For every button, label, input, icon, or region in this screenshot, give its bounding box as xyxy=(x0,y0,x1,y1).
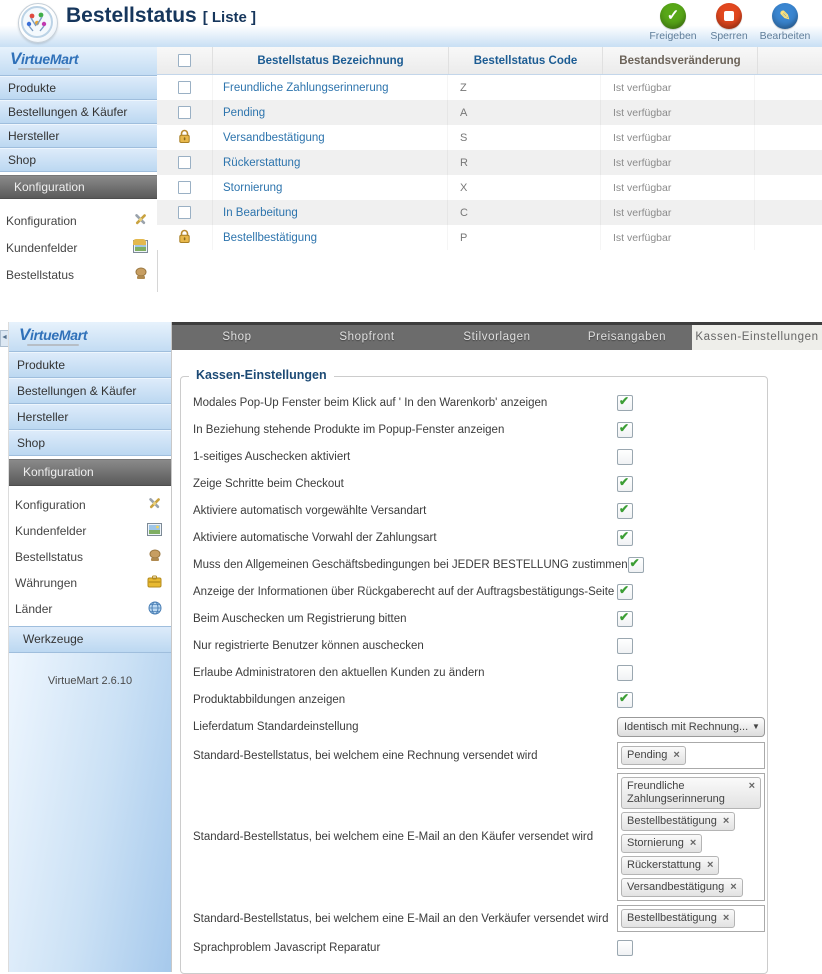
submenu-item-label: Bestellstatus xyxy=(6,267,75,282)
order-status-link[interactable]: Pending xyxy=(223,106,266,119)
sidebar-item-bestellungen-k-ufer[interactable]: Bestellungen & Käufer xyxy=(0,100,157,124)
sidebar-top xyxy=(0,47,158,292)
countries-globe-icon xyxy=(148,601,162,618)
setting-label: Lieferdatum Standardeinstellung xyxy=(193,720,359,733)
tools-icon xyxy=(133,212,148,230)
order-status-link[interactable]: Stornierung xyxy=(223,181,283,194)
setting-label: Sprachproblem Javascript Reparatur xyxy=(193,941,381,954)
setting-label: 1-seitiges Auschecken aktiviert xyxy=(193,450,351,463)
setting-checkbox[interactable] xyxy=(617,395,633,411)
setting-row xyxy=(193,499,759,522)
remove-tag-icon[interactable]: × xyxy=(689,837,697,849)
remove-tag-icon[interactable]: × xyxy=(748,780,755,792)
tab-preisangaben[interactable]: Preisangaben xyxy=(587,331,667,343)
virtuemart-logo-icon xyxy=(18,3,58,43)
submenu-item-kundenfelder[interactable] xyxy=(9,518,171,544)
setting-label: Standard-Bestellstatus, bei welchem eine E-Mail an den Verkäufer versendet wird xyxy=(193,912,609,925)
freigeben-button[interactable] xyxy=(645,0,701,47)
setting-label: Beim Auschecken um Registrierung bitten xyxy=(193,612,407,625)
setting-checkbox[interactable] xyxy=(617,611,633,627)
sidebar-item-hersteller[interactable]: Hersteller xyxy=(0,124,157,148)
status-tag xyxy=(621,834,702,853)
submenu-item-label: Bestellstatus xyxy=(15,550,84,564)
remove-tag-icon[interactable]: × xyxy=(673,749,680,761)
status-tag xyxy=(621,856,719,875)
status-tag xyxy=(621,746,686,765)
setting-label: Modales Pop-Up Fenster beim Klick auf ' In den Warenkorb' anzeigen xyxy=(193,396,548,409)
setting-label: Aktiviere automatisch vorgewählte Versandart xyxy=(193,504,427,517)
edit-icon: ✎ xyxy=(772,3,798,29)
setting-row xyxy=(193,553,759,576)
row-select-cell xyxy=(157,125,213,150)
column-header-code[interactable]: Bestellstatus Code xyxy=(449,47,603,74)
setting-control xyxy=(617,692,633,708)
setting-row xyxy=(193,905,759,932)
remove-tag-icon[interactable]: × xyxy=(722,815,730,827)
approve-check-icon: ✓ xyxy=(660,3,686,29)
setting-checkbox[interactable] xyxy=(628,557,644,573)
currencies-icon-partial xyxy=(133,239,146,245)
virtuemart-wordmark: VirtueMart xyxy=(10,49,79,68)
table-row xyxy=(157,125,822,150)
column-header-stock: Bestandsveränderung xyxy=(603,47,758,74)
setting-control xyxy=(617,449,633,465)
table-row xyxy=(157,200,822,225)
setting-control xyxy=(617,717,765,737)
row-checkbox[interactable] xyxy=(178,181,191,194)
toolbar-button-label: Bearbeiten xyxy=(759,30,811,42)
order-status-code: Z xyxy=(448,75,601,100)
remove-tag-icon[interactable]: × xyxy=(722,912,730,924)
setting-control xyxy=(617,476,633,492)
stock-change-value: Ist verfügbar xyxy=(601,100,755,125)
order-status-link[interactable]: Bestellbestätigung xyxy=(223,231,317,244)
row-select-cell xyxy=(157,200,213,225)
status-tag-label: Bestellbestätigung xyxy=(627,912,717,924)
page-title-suffix: [ Liste ] xyxy=(202,9,257,26)
setting-control xyxy=(617,940,633,956)
setting-control xyxy=(617,638,633,654)
row-checkbox[interactable] xyxy=(178,81,191,94)
stock-change-value: Ist verfügbar xyxy=(601,200,755,225)
setting-row xyxy=(193,688,759,711)
setting-control xyxy=(617,503,633,519)
submenu-item-label: Konfiguration xyxy=(6,213,77,228)
setting-checkbox[interactable] xyxy=(617,503,633,519)
setting-row xyxy=(193,418,759,441)
sperren-button[interactable] xyxy=(701,0,757,47)
setting-label: Aktiviere automatische Vorwahl der Zahlungsart xyxy=(193,531,437,544)
setting-label: Erlaube Administratoren den aktuellen Kunden zu ändern xyxy=(193,666,485,679)
remove-tag-icon[interactable]: × xyxy=(730,881,737,893)
sidebar-item-bestellungen-k-ufer[interactable]: Bestellungen & Käufer xyxy=(9,378,171,404)
setting-row xyxy=(193,715,759,738)
sidebar-bottom xyxy=(8,322,172,972)
submenu-item-label: Kundenfelder xyxy=(6,240,78,255)
order-status-link[interactable]: Versandbestätigung xyxy=(223,131,325,144)
table-row xyxy=(157,175,822,200)
sidebar-item-konfiguration-selected[interactable]: Konfiguration xyxy=(0,175,157,199)
row-checkbox[interactable] xyxy=(178,106,191,119)
status-tag-label: Freundliche Zahlungserinnerung xyxy=(627,780,725,805)
checkmark-icon: ✔ xyxy=(619,474,630,489)
setting-control xyxy=(617,742,765,769)
table-row xyxy=(157,150,822,175)
setting-select[interactable] xyxy=(617,717,765,737)
table-row xyxy=(157,100,822,125)
setting-checkbox[interactable] xyxy=(617,665,633,681)
row-select-cell xyxy=(157,175,213,200)
order-status-code: S xyxy=(448,125,601,150)
currencies-icon xyxy=(147,575,162,591)
submenu-item-label: Konfiguration xyxy=(15,498,86,512)
status-tag-label: Pending xyxy=(627,749,668,761)
lock-icon xyxy=(178,129,191,147)
status-tag-label: Bestellbestätigung xyxy=(627,815,717,827)
status-tag xyxy=(621,909,735,928)
checkmark-icon: ✔ xyxy=(619,420,630,435)
sidebar-footer xyxy=(9,653,171,972)
select-value: Identisch mit Rechnung... xyxy=(624,720,748,733)
setting-row xyxy=(193,445,759,468)
virtuemart-wordmark: VirtueMart xyxy=(19,324,88,344)
setting-checkbox[interactable] xyxy=(617,584,633,600)
checkmark-icon: ✔ xyxy=(629,555,640,570)
sidebar-item-konfiguration-selected[interactable]: Konfiguration xyxy=(9,459,171,486)
status-tag xyxy=(621,878,743,897)
toolbar xyxy=(645,0,822,47)
row-checkbox[interactable] xyxy=(178,156,191,169)
setting-row xyxy=(193,472,759,495)
setting-control xyxy=(617,395,633,411)
setting-row xyxy=(193,936,759,959)
sidebar-item-produkte[interactable]: Produkte xyxy=(0,76,157,100)
setting-label: In Beziehung stehende Produkte im Popup-Fenster anzeigen xyxy=(193,423,505,436)
config-tabbar xyxy=(172,322,822,350)
submenu-item-bestellstatus[interactable] xyxy=(0,261,157,288)
setting-tag-input[interactable] xyxy=(617,742,765,769)
order-status-code: C xyxy=(448,200,601,225)
table-row xyxy=(157,225,822,250)
order-status-table xyxy=(157,47,822,250)
submenu-item-bestellstatus[interactable] xyxy=(9,544,171,570)
bearbeiten-button[interactable] xyxy=(757,0,813,47)
status-tag-label: Rückerstattung xyxy=(627,859,701,871)
setting-label: Nur registrierte Benutzer können auschecken xyxy=(193,639,424,652)
sidebar-item-hersteller[interactable]: Hersteller xyxy=(9,404,171,430)
checkout-settings-panel xyxy=(180,368,768,974)
panel-legend: Kassen-Einstellungen xyxy=(189,368,334,382)
status-tag xyxy=(621,777,761,809)
stock-change-value: Ist verfügbar xyxy=(601,125,755,150)
sidebar-item-shop[interactable]: Shop xyxy=(9,430,171,456)
order-status-code: R xyxy=(448,150,601,175)
order-status-link[interactable]: Freundliche Zahlungserinnerung xyxy=(223,81,389,94)
chevron-down-icon: ▼ xyxy=(752,722,760,731)
submenu-item-label: Länder xyxy=(15,602,53,616)
setting-label: Standard-Bestellstatus, bei welchem eine E-Mail an den Käufer versendet wird xyxy=(193,831,594,843)
setting-control xyxy=(617,422,633,438)
setting-control xyxy=(617,665,633,681)
customer-fields-icon xyxy=(147,523,162,539)
checkmark-icon: ✔ xyxy=(619,501,630,516)
setting-label: Muss den Allgemeinen Geschäftsbedingungen bei JEDER BESTELLUNG zustimmen xyxy=(193,558,628,571)
config-content xyxy=(172,350,822,972)
tools-icon xyxy=(147,496,162,514)
setting-label: Anzeige der Informationen über Rückgaberecht auf der Auftragsbestätigungs-Seite xyxy=(193,585,615,598)
setting-checkbox[interactable] xyxy=(617,449,633,465)
sidebar-item-produkte[interactable]: Produkte xyxy=(9,352,171,378)
setting-control xyxy=(617,905,765,932)
row-select-cell xyxy=(157,150,213,175)
column-header-name[interactable]: Bestellstatus Bezeichnung xyxy=(213,47,449,74)
page-title: Bestellstatus [ Liste ] xyxy=(66,4,257,27)
setting-row xyxy=(193,607,759,630)
stock-change-value: Ist verfügbar xyxy=(601,225,755,250)
order-status-code: P xyxy=(448,225,601,250)
settings-rows xyxy=(193,391,759,959)
setting-control xyxy=(617,584,633,600)
toolbar-button-label: Freigeben xyxy=(649,30,697,42)
checkmark-icon: ✔ xyxy=(619,609,630,624)
tab-stilvorlagen[interactable]: Stilvorlagen xyxy=(463,331,531,343)
setting-control xyxy=(617,530,633,546)
setting-checkbox[interactable] xyxy=(617,692,633,708)
block-icon xyxy=(716,3,742,29)
submenu-item-label: Währungen xyxy=(15,576,78,590)
table-body xyxy=(157,75,822,250)
virtuemart-logo xyxy=(0,47,157,76)
setting-label: Standard-Bestellstatus, bei welchem eine Rechnung versendet wird xyxy=(193,749,538,762)
checkmark-icon: ✔ xyxy=(619,690,630,705)
order-status-icon xyxy=(148,549,162,565)
order-status-icon xyxy=(134,267,148,283)
table-header-row xyxy=(157,47,822,75)
setting-tag-input[interactable] xyxy=(617,773,765,901)
order-status-code: A xyxy=(448,100,601,125)
setting-row xyxy=(193,742,759,769)
page-header xyxy=(0,0,822,47)
setting-row xyxy=(193,661,759,684)
setting-row xyxy=(193,773,759,901)
checkmark-icon: ✔ xyxy=(619,393,630,408)
order-status-link[interactable]: Rückerstattung xyxy=(223,156,301,169)
row-select-cell xyxy=(157,75,213,100)
virtuemart-logo xyxy=(9,322,171,352)
setting-label: Produktabbildungen anzeigen xyxy=(193,693,346,706)
order-status-list-window xyxy=(0,0,822,292)
stock-change-value: Ist verfügbar xyxy=(601,150,755,175)
setting-row xyxy=(193,391,759,414)
submenu-item-l-nder[interactable] xyxy=(9,596,171,622)
tab-shop[interactable]: Shop xyxy=(222,331,252,343)
checkmark-icon: ✔ xyxy=(619,582,630,597)
checkmark-icon: ✔ xyxy=(619,528,630,543)
table-row xyxy=(157,75,822,100)
setting-control xyxy=(617,611,633,627)
sidebar-section-werkzeuge[interactable]: Werkzeuge xyxy=(9,626,171,653)
setting-row xyxy=(193,634,759,657)
logo-tagline-line xyxy=(18,68,70,70)
sidebar-submenu xyxy=(9,486,171,626)
setting-checkbox[interactable] xyxy=(617,422,633,438)
setting-tag-input[interactable] xyxy=(617,905,765,932)
sidebar-item-shop[interactable]: Shop xyxy=(0,148,157,172)
logo-tagline-line xyxy=(27,344,79,346)
setting-checkbox[interactable] xyxy=(617,530,633,546)
row-select-cell xyxy=(157,225,213,250)
order-status-link[interactable]: In Bearbeitung xyxy=(223,206,298,219)
setting-label: Zeige Schritte beim Checkout xyxy=(193,477,344,490)
remove-tag-icon[interactable]: × xyxy=(706,859,714,871)
submenu-item-konfiguration[interactable] xyxy=(9,492,171,518)
status-tag xyxy=(621,812,735,831)
sidebar-collapse-handle[interactable]: ◄ xyxy=(0,330,9,347)
setting-checkbox[interactable] xyxy=(617,638,633,654)
order-status-code: X xyxy=(448,175,601,200)
lock-icon xyxy=(178,229,191,247)
version-label: VirtueMart 2.6.10 xyxy=(47,675,133,687)
submenu-item-konfiguration[interactable] xyxy=(0,207,157,234)
tab-shopfront[interactable]: Shopfront xyxy=(339,331,395,343)
row-checkbox[interactable] xyxy=(178,206,191,219)
setting-row xyxy=(193,580,759,603)
stock-change-value: Ist verfügbar xyxy=(601,175,755,200)
configuration-window xyxy=(0,322,822,972)
tab-kassen-einstellungen[interactable]: Kassen-Einstellungen xyxy=(692,325,822,350)
submenu-item-w-hrungen[interactable] xyxy=(9,570,171,596)
setting-checkbox[interactable] xyxy=(617,476,633,492)
select-all-checkbox[interactable] xyxy=(178,54,191,67)
stock-change-value: Ist verfügbar xyxy=(601,75,755,100)
status-tag-label: Versandbestätigung xyxy=(627,881,725,893)
setting-checkbox[interactable] xyxy=(617,940,633,956)
setting-control xyxy=(617,773,765,901)
setting-control xyxy=(628,557,644,573)
toolbar-button-label: Sperren xyxy=(710,30,748,42)
row-select-cell xyxy=(157,100,213,125)
submenu-item-kundenfelder[interactable] xyxy=(0,234,157,261)
submenu-item-label: Kundenfelder xyxy=(15,524,87,538)
status-tag-label: Stornierung xyxy=(627,837,684,849)
setting-row xyxy=(193,526,759,549)
